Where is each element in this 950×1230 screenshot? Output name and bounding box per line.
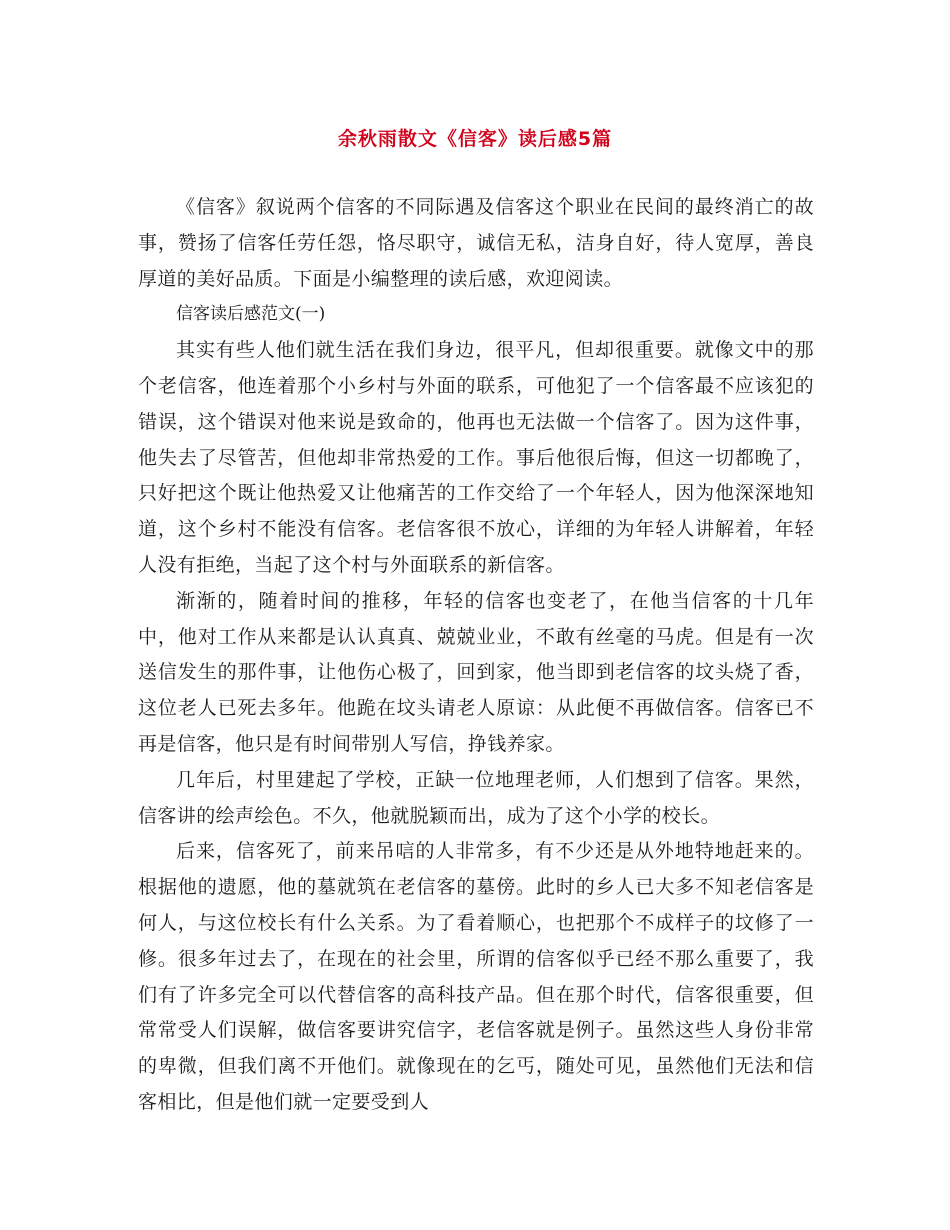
body-paragraph: 几年后，村里建起了学校，正缺一位地理老师，人们想到了信客。果然，信客讲的绘声绘色。不久，他就脱颖而出，成为了这个小学的校长。	[138, 768, 814, 827]
body-paragraph: 后来，信客死了，前来吊唁的人非常多，有不少还是从外地特地赶来的。根据他的遗愿，他的墓就筑在老信客的墓傍。此时的乡人已大多不知老信客是何人，与这位校长有什么关系。为了看着顺心，也把那个不成样子的坟修了一修。很多年过去了，在现在的社会里，所谓的信客似乎已经不那么重要了，我们有了许多完全可以代替信客的高科技产品。但在那个时代，信客很重要，但常常受人们误解，做信客要讲究信字，老信客就是例子。虽然这些人身份非常的卑微，但我们离不开他们。就像现在的乞丐，随处可见，虽然他们无法和信客相比，但是他们就一定要受到人	[138, 840, 814, 1113]
section-heading: 信客读后感范文(一)	[176, 304, 326, 325]
intro-paragraph: 《信客》叙说两个信客的不同际遇及信客这个职业在民间的最终消亡的故事，赞扬了信客任劳任怨，恪尽职守，诚信无私，洁身自好，待人宽厚，善良厚道的美好品质。下面是小编整理的读后感，欢迎阅读。	[138, 196, 814, 290]
document-body	[138, 190, 814, 1121]
body-paragraph: 渐渐的，随着时间的推移，年轻的信客也变老了，在他当信客的十几年中，他对工作从来都是认认真真、兢兢业业，不敢有丝毫的马虎。但是有一次送信发生的那件事，让他伤心极了，回到家，他当即到老信客的坟头烧了香，这位老人已死去多年。他跪在坟头请老人原谅：从此便不再做信客。信客已不再是信客，他只是有时间带别人写信，挣钱养家。	[138, 589, 814, 755]
body-paragraph: 其实有些人他们就生活在我们身边，很平凡，但却很重要。就像文中的那个老信客，他连着那个小乡村与外面的联系，可他犯了一个信客最不应该犯的错误，这个错误对他来说是致命的，他再也无法做一个信客了。因为这件事，他失去了尽管苦，但他却非常热爱的工作。事后他很后悔，但这一切都晚了，只好把这个既让他热爱又让他痛苦的工作交给了一个年轻人，因为他深深地知道，这个乡村不能没有信客。老信客很不放心，详细的为年轻人讲解着，年轻人没有拒绝，当起了这个村与外面联系的新信客。	[138, 339, 814, 576]
document-title: 余秋雨散文《信客》读后感5篇	[337, 128, 613, 150]
